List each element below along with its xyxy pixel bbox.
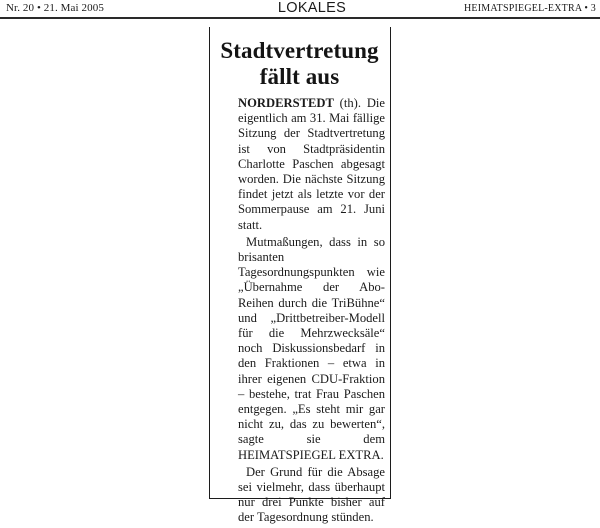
paragraph-2: Mutmaßungen, dass in so brisanten Tagesordnungspunkten wie „Übernahme der Abo-Reihen durch die TriBühne“ und „Drittbetreiber-Modell für die Mehrzwecksäle“ noch Diskussionsbedarf in den Fraktionen – etwa in ihrer eigenen CDU-Fraktion – bestehe, trat Frau Paschen entgegen. „Es steht mir gar nicht zu, das zu bewerten“, sagte sie dem HEIMATSPIEGEL EXTRA. xyxy=(238,234,385,462)
dateline: NORDERSTEDT xyxy=(238,96,334,110)
paragraph-1 xyxy=(238,96,385,233)
article-body xyxy=(238,96,385,528)
paragraph-1-text: (th). Die eigentlich am 31. Mai fällige Sitzung der Stadtvertretung ist von Stadtpräsidentin Charlotte Paschen abgesagt worden. Die nächste Sitzung findet jetzt als letzte vor der Sommerpause am 21. Juni statt. xyxy=(238,96,385,232)
paragraph-3: Der Grund für die Absage sei vielmehr, dass überhaupt nur drei Punkte bisher auf der Tagesordnung stünden. xyxy=(238,464,385,525)
article-clipping xyxy=(209,27,391,525)
section-title: LOKALES xyxy=(277,0,347,16)
publication-page: HEIMATSPIEGEL-EXTRA • 3 xyxy=(464,3,596,14)
issue-date: Nr. 20 • 21. Mai 2005 xyxy=(6,2,104,14)
headline-line-1: Stadtvertretung xyxy=(220,38,379,63)
headline-line-2: fällt aus xyxy=(259,64,340,89)
header-rule xyxy=(0,17,600,19)
